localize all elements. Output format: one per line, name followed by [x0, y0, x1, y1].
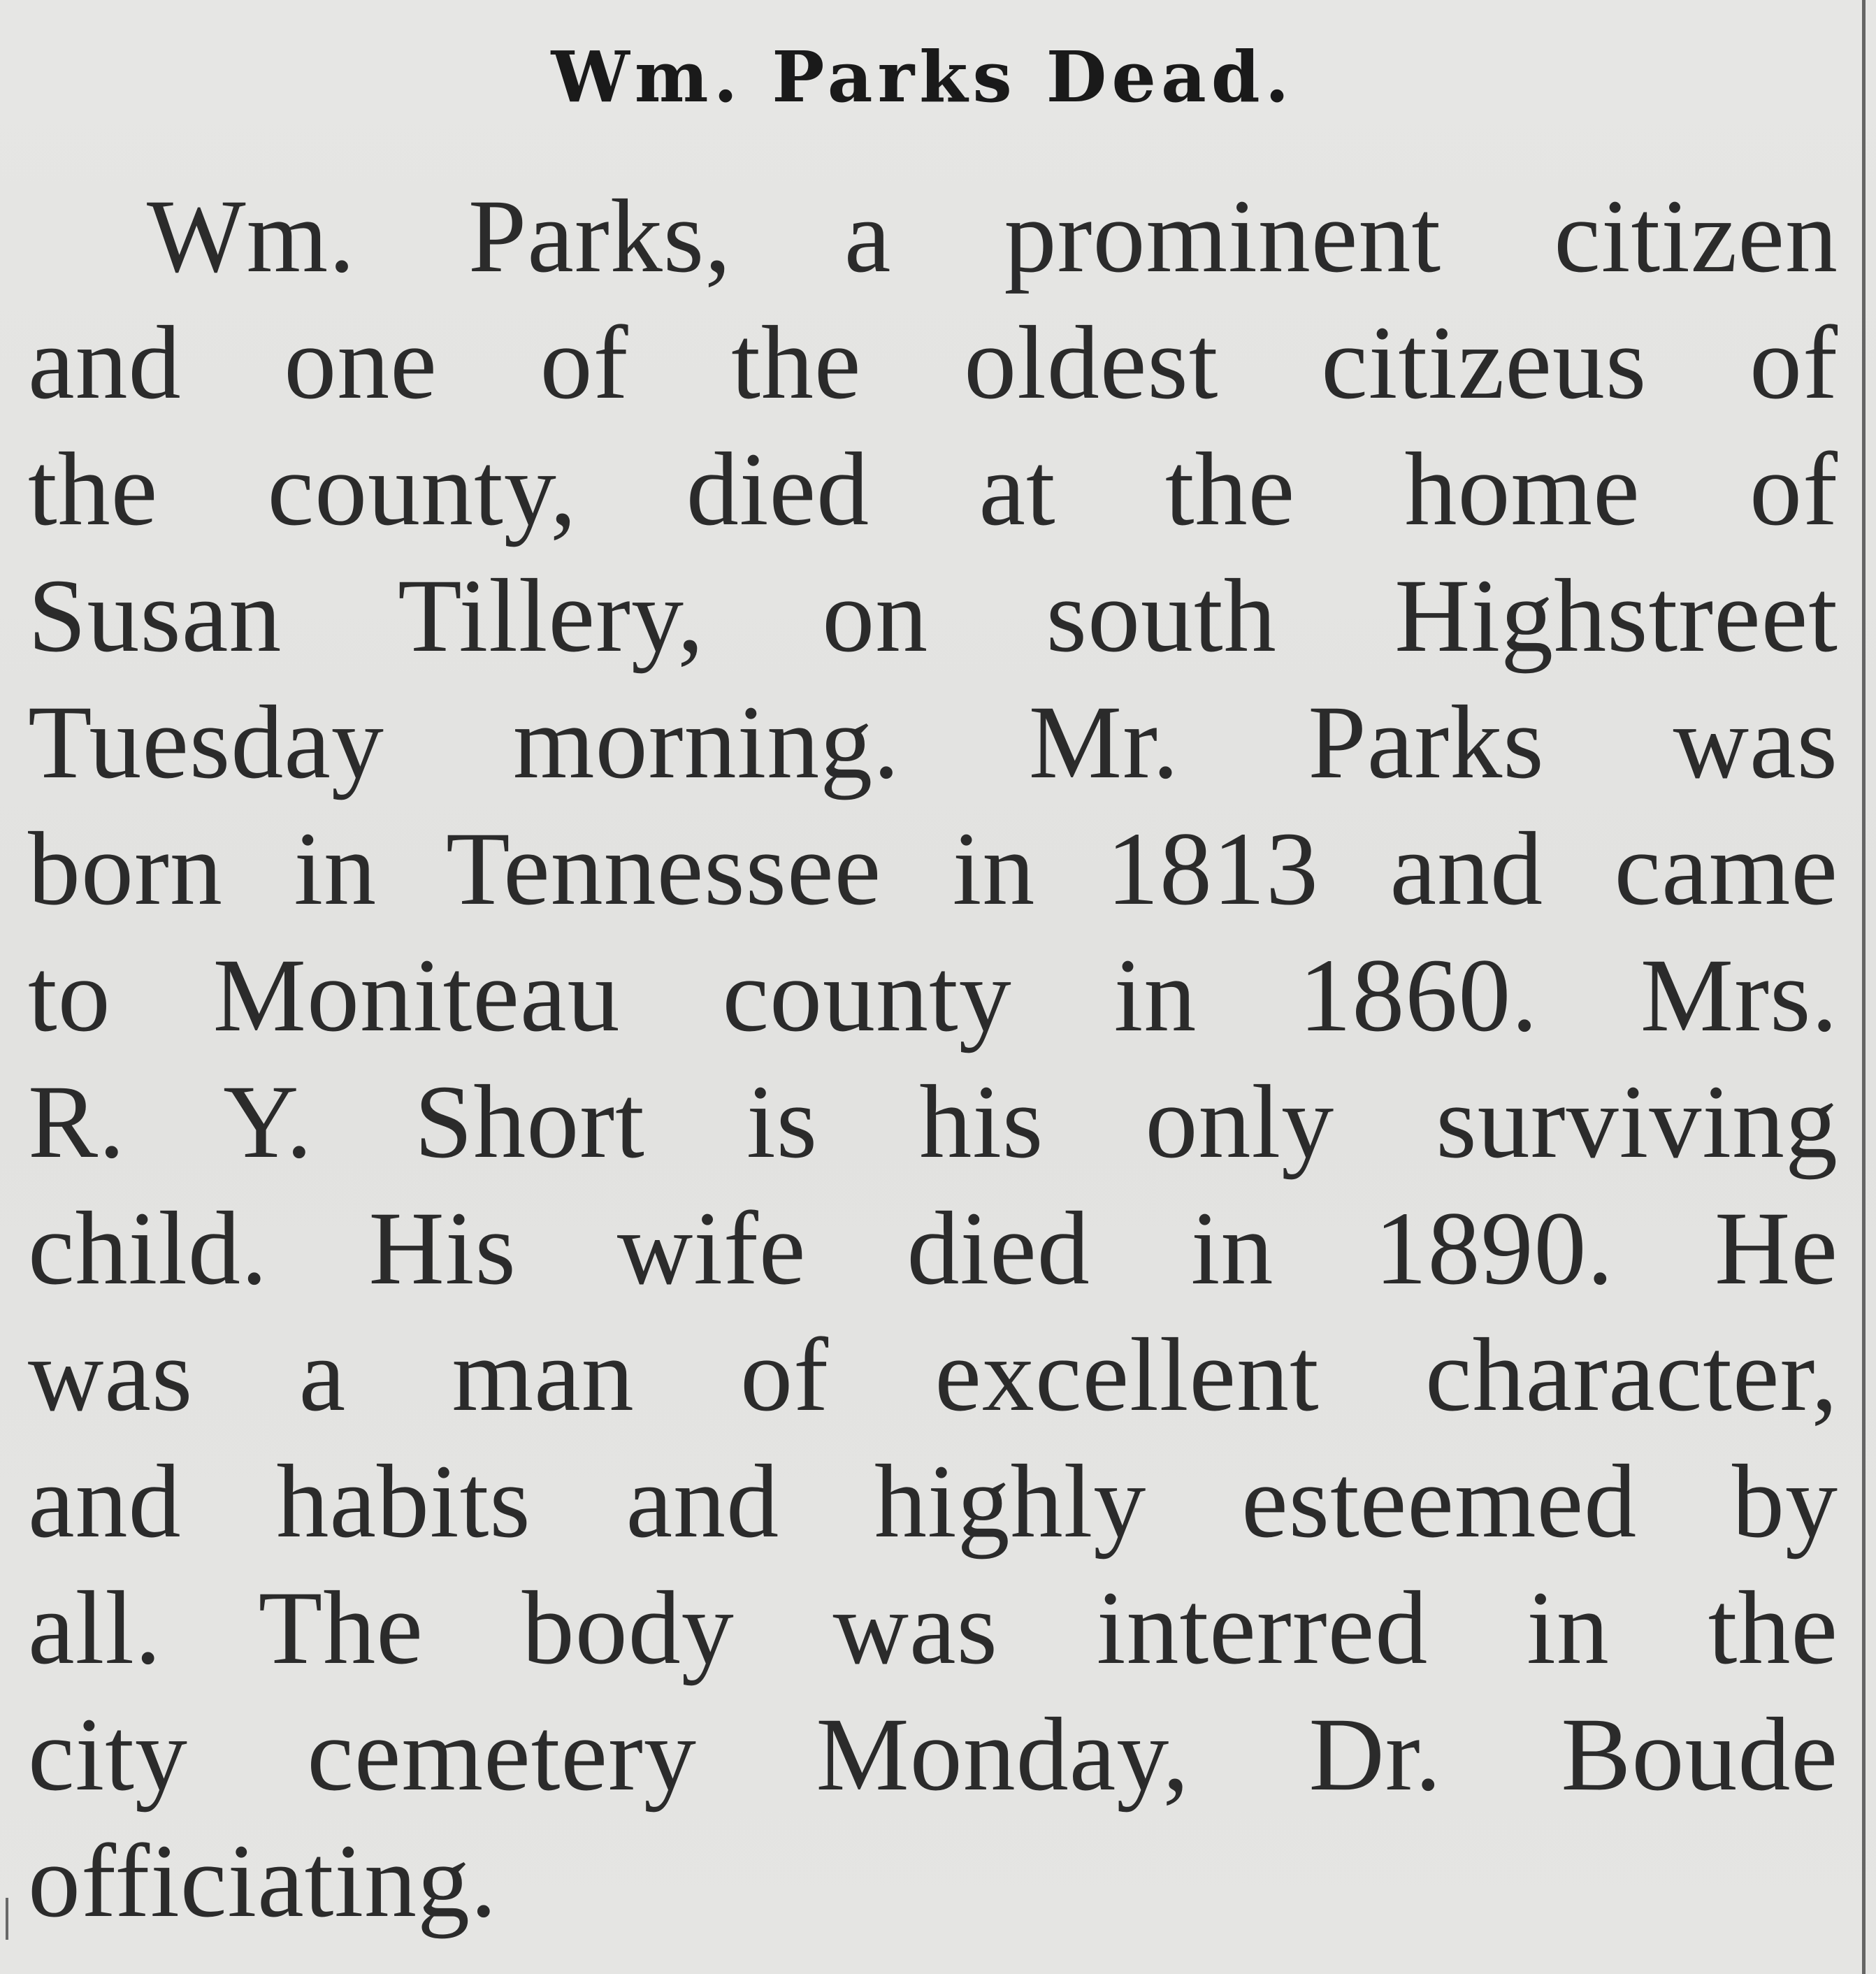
article-line: city cemetery Monday, Dr. Boude — [28, 1696, 1838, 1813]
article-line: was a man of excellent character, — [28, 1317, 1838, 1433]
article-line: all. The body was interred in the — [28, 1570, 1838, 1686]
article-line: Susan Tillery, on south Highstreet — [28, 558, 1838, 674]
article-body — [28, 173, 1838, 1945]
headline: Wm. Parks Dead. — [551, 36, 1294, 118]
article-line: Wm. Parks, a prominent citizen — [147, 178, 1838, 294]
article-line: to Moniteau county in 1860. Mrs. — [28, 937, 1838, 1053]
article-line: and habits and highly esteemed by — [28, 1443, 1838, 1559]
article-line: the county, died at the home of — [28, 431, 1838, 547]
article-line: officiating. — [28, 1823, 498, 1939]
article-line: and one of the oldest citizeus of — [28, 305, 1838, 421]
article-line: child. His wife died in 1890. He — [28, 1190, 1838, 1306]
article-line: R. Y. Short is his only surviving — [28, 1064, 1838, 1180]
edge-mark — [6, 1898, 8, 1940]
article-line: Tuesday morning. Mr. Parks was — [28, 684, 1838, 800]
column-rule — [1862, 0, 1866, 1974]
article-line: born in Tennessee in 1813 and came — [28, 811, 1838, 927]
